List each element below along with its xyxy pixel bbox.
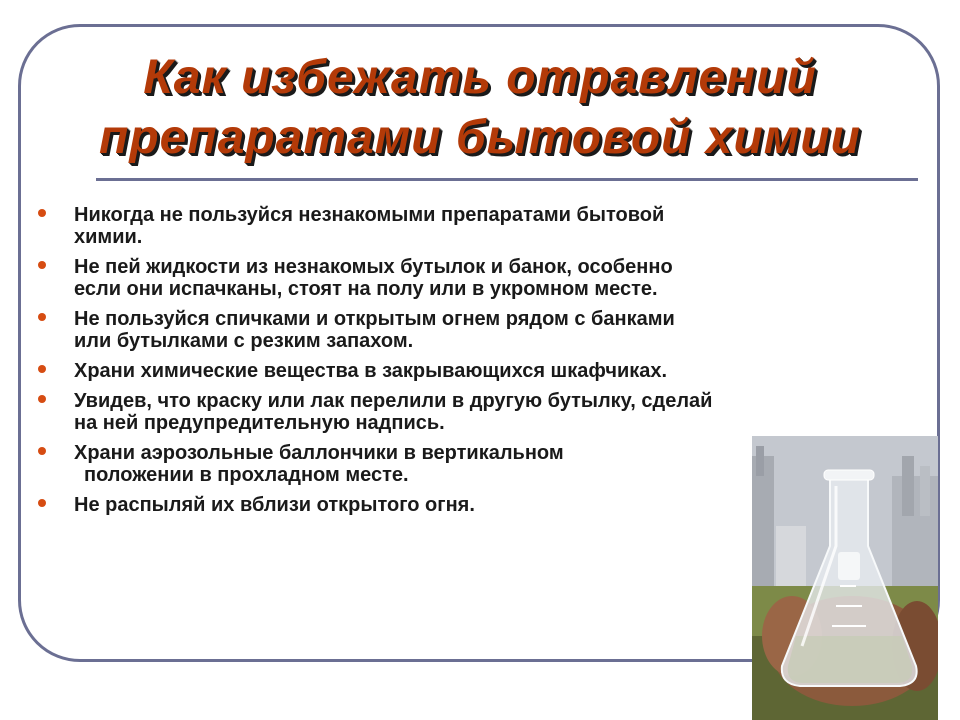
- bullet-line: химии.: [74, 226, 143, 248]
- bullet-marker: [38, 261, 46, 269]
- slide-title: [40, 48, 920, 168]
- bullet-text: [74, 390, 936, 434]
- list-item: [36, 204, 936, 248]
- bullet-line: Не пользуйся спичками и открытым огнем рядом с банками: [74, 308, 675, 330]
- bullet-line: Храни химические вещества в закрывающихся шкафчиках.: [74, 360, 668, 382]
- bullet-text: [74, 360, 936, 382]
- bullet-marker: [38, 499, 46, 507]
- title-line-2: препаратами бытовой химии: [99, 111, 861, 164]
- bullet-line: Не пей жидкости из незнакомых бутылок и банок, особенно: [74, 256, 673, 278]
- list-item: [36, 256, 936, 300]
- bullet-text: [74, 308, 936, 352]
- bullet-marker: [38, 395, 46, 403]
- bullet-marker: [38, 365, 46, 373]
- bullet-line: если они испачканы, стоят на полу или в укромном месте.: [74, 278, 658, 300]
- list-item: [36, 360, 936, 382]
- flask-photo: [752, 436, 938, 720]
- bullet-line: Не распыляй их вблизи открытого огня.: [74, 494, 475, 516]
- bullet-line: Увидев, что краску или лак перелили в другую бутылку, сделай: [74, 390, 713, 412]
- bullet-line: Храни аэрозольные баллончики в вертикальном: [74, 442, 564, 464]
- title-underline: [96, 178, 918, 181]
- bullet-text: [74, 256, 936, 300]
- bullet-line: на ней предупредительную надпись.: [74, 412, 445, 434]
- bullet-marker: [38, 447, 46, 455]
- bullet-line: Никогда не пользуйся незнакомыми препаратами бытовой: [74, 204, 665, 226]
- list-item: [36, 390, 936, 434]
- title-line-1: Как избежать отравлений: [143, 51, 817, 104]
- list-item: [36, 308, 936, 352]
- bullet-line: положении в прохладном месте.: [84, 464, 409, 486]
- flask-photo-illustration: [752, 436, 938, 720]
- bullet-marker: [38, 209, 46, 217]
- bullet-marker: [38, 313, 46, 321]
- bullet-text: [74, 204, 936, 248]
- bullet-line: или бутылками с резким запахом.: [74, 330, 414, 352]
